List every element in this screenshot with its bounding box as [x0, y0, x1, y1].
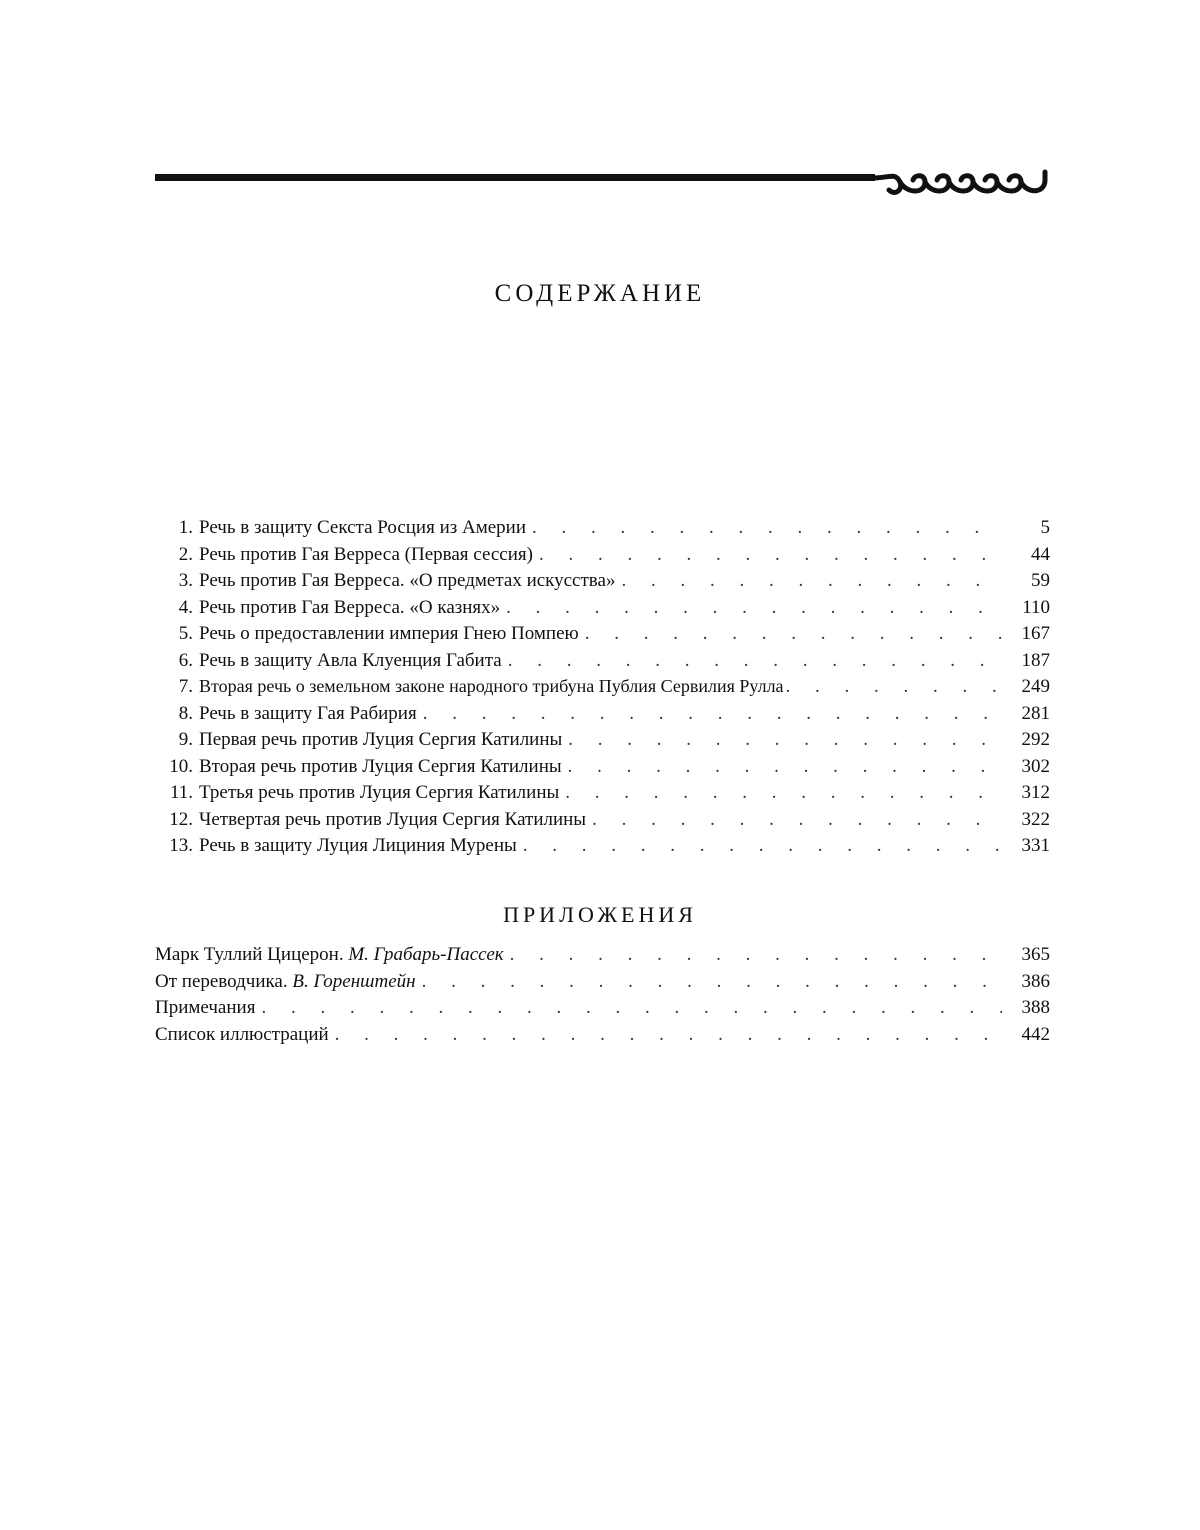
entry-title: Список иллюстраций: [155, 1023, 329, 1045]
entry-number: 4.: [178, 596, 193, 618]
entry-number: 8.: [178, 702, 193, 724]
entry-title: От переводчика. В. Горенштейн: [155, 970, 416, 992]
entry-title: Речь в защиту Секста Росция из Америи: [199, 517, 527, 538]
entry-number: 13.: [169, 835, 193, 856]
entry-page: 167: [1021, 623, 1050, 644]
entry-page: 331: [1021, 835, 1050, 856]
toc-entry[interactable]: [155, 809, 1050, 836]
dot-leader: [423, 703, 1002, 725]
entry-page: 386: [1021, 970, 1050, 992]
entry-number: 10.: [169, 755, 193, 777]
dot-leader: [568, 729, 1002, 751]
entry-title: Третья речь против Луция Сергия Катилины: [199, 782, 560, 803]
appendix-list: [155, 944, 1050, 1050]
toc-entry[interactable]: [155, 729, 1050, 756]
toc-entry[interactable]: [155, 650, 1050, 677]
entry-number: 1.: [178, 517, 193, 538]
entry-page: 281: [1021, 702, 1050, 724]
dot-leader: [621, 570, 1002, 592]
dot-leader: [422, 971, 1002, 993]
entry-title: Речь против Гая Верреса. «О предметах искусства»: [199, 570, 616, 591]
entry-title: Речь против Гая Верреса. «О казнях»: [199, 596, 501, 618]
dot-leader: [532, 517, 1002, 539]
dot-leader: [506, 597, 1002, 619]
dot-leader: [539, 544, 1002, 566]
dot-leader: [261, 997, 1002, 1019]
entry-title: Примечания: [155, 997, 256, 1018]
dot-leader: [510, 944, 1002, 966]
toc-entry[interactable]: [155, 756, 1050, 783]
entry-page: 110: [1022, 596, 1050, 618]
entry-author: В. Горенштейн: [292, 970, 416, 992]
dot-leader: [786, 676, 1006, 698]
entry-page: 442: [1021, 1023, 1050, 1045]
entry-author: М. Грабарь-Пассек: [348, 944, 504, 965]
entry-page: 249: [1021, 676, 1050, 697]
entry-number: 9.: [178, 729, 193, 750]
entry-title: Четвертая речь против Луция Сергия Катилины: [199, 808, 587, 830]
entry-title: Речь против Гая Верреса (Первая сессия): [199, 543, 533, 565]
appendix-entry[interactable]: [155, 971, 1050, 998]
toc-entry[interactable]: [155, 623, 1050, 650]
entry-title: Речь в защиту Луция Лициния Мурены: [199, 835, 517, 856]
entry-number: 3.: [178, 570, 193, 591]
toc-entry[interactable]: [155, 570, 1050, 597]
entry-page: 5: [1040, 517, 1050, 538]
entry-title: Марк Туллий Цицерон. М. Грабарь-Пассек: [155, 944, 504, 965]
entry-title: Первая речь против Луция Сергия Катилины: [199, 729, 563, 750]
toc-entry[interactable]: [155, 703, 1050, 730]
entry-page: 312: [1021, 782, 1050, 803]
entry-page: 365: [1021, 944, 1050, 965]
toc-entry[interactable]: [155, 597, 1050, 624]
entry-page: 302: [1021, 755, 1050, 777]
header-ornament: [155, 168, 1050, 204]
toc-entry[interactable]: [155, 782, 1050, 809]
dot-leader: [585, 623, 1002, 645]
entry-title: Вторая речь о земельном законе народного трибуна Публия Сервилия Рулла: [199, 676, 784, 696]
dot-leader: [523, 835, 1002, 857]
entry-page: 292: [1021, 729, 1050, 750]
dot-leader: [592, 809, 1002, 831]
appendix-entry[interactable]: [155, 997, 1050, 1024]
entry-title: Речь о предоставлении империя Гнею Помпею: [199, 623, 579, 644]
appendix-entry[interactable]: [155, 1024, 1050, 1051]
appendix-title: ПРИЛОЖЕНИЯ: [503, 902, 697, 927]
toc-entry[interactable]: [155, 676, 1050, 703]
entry-number: 6.: [178, 649, 193, 671]
dot-leader: [565, 782, 1002, 804]
entry-page: 388: [1021, 997, 1050, 1018]
entry-page: 187: [1021, 649, 1050, 671]
entry-number: 11.: [169, 782, 193, 803]
entry-page: 322: [1021, 808, 1050, 830]
appendix-entry[interactable]: [155, 944, 1050, 971]
entry-title: Речь в защиту Авла Клуенция Габита: [199, 649, 502, 671]
toc-entry[interactable]: [155, 835, 1050, 862]
entry-title: Вторая речь против Луция Сергия Катилины: [199, 755, 562, 777]
toc-entry[interactable]: [155, 544, 1050, 571]
dot-leader: [568, 756, 1002, 778]
entry-number: 12.: [169, 808, 193, 830]
toc-entry[interactable]: [155, 517, 1050, 544]
dot-leader: [335, 1024, 1002, 1046]
entry-page: 44: [1031, 543, 1050, 565]
entry-number: 7.: [178, 676, 193, 697]
entry-number: 5.: [178, 623, 193, 644]
entry-page: 59: [1031, 570, 1050, 591]
entry-title: Речь в защиту Гая Рабирия: [199, 702, 417, 724]
page-title: СОДЕРЖАНИЕ: [494, 280, 706, 307]
entry-number: 2.: [178, 543, 193, 565]
dot-leader: [508, 650, 1002, 672]
contents-list: [155, 517, 1050, 862]
